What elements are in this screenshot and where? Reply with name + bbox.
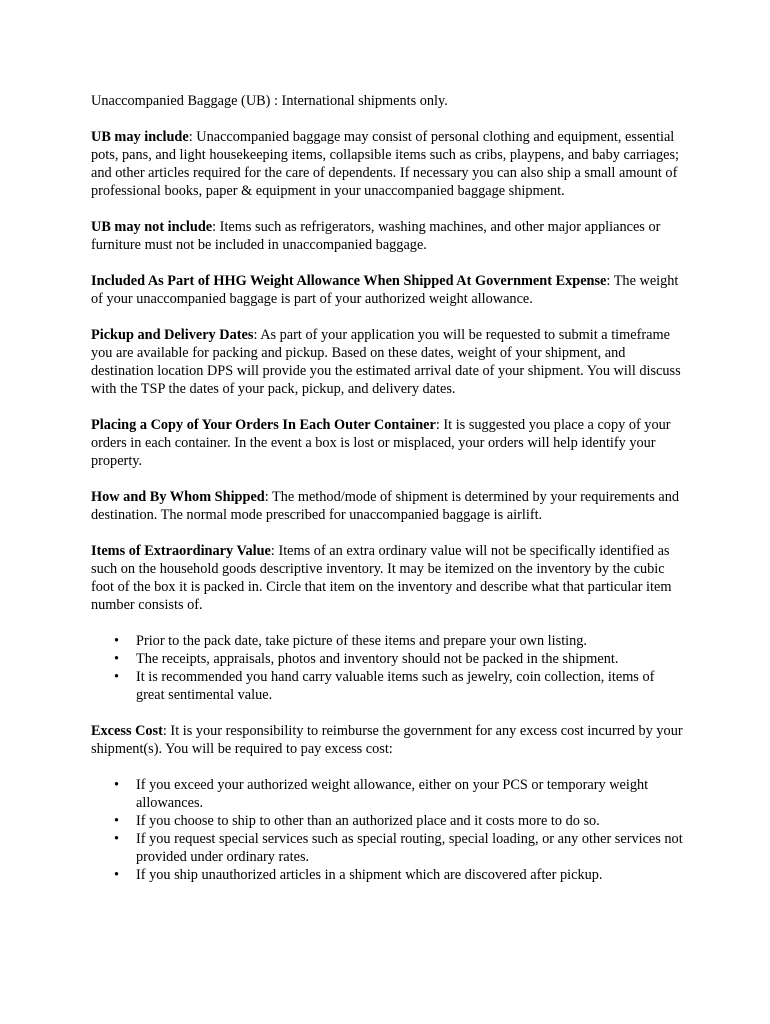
section-label: UB may not include (91, 219, 213, 235)
section-copy-of-orders (91, 416, 683, 470)
list-item-text: If you ship unauthorized articles in a shipment which are discovered after pickup. (136, 867, 603, 883)
bullet-icon: • (114, 777, 120, 793)
section-label: Items of Extraordinary Value (91, 543, 271, 559)
list-item (91, 632, 683, 650)
section-label: Placing a Copy of Your Orders In Each Outer Container (91, 417, 436, 433)
list-item (91, 650, 683, 668)
bullet-icon: • (114, 813, 120, 829)
list-item-text: If you choose to ship to other than an authorized place and it costs more to do so. (136, 813, 600, 829)
list-item (91, 812, 683, 830)
intro-line: Unaccompanied Baggage (UB) : International shipments only. (91, 93, 448, 109)
section-ub-may-include (91, 128, 683, 200)
section-text: : The method/mode of shipment is determined by your requirements and destination. The normal mode prescribed for unaccompanied baggage is airlift. (91, 489, 680, 523)
list-item (91, 866, 683, 884)
section-label: How and By Whom Shipped (91, 489, 265, 505)
section-label: Excess Cost (91, 723, 163, 739)
list-item-text: The receipts, appraisals, photos and inventory should not be packed in the shipment. (136, 651, 619, 667)
section-text: : Items such as refrigerators, washing machines, and other major appliances or furniture must not be included in unaccompanied baggage. (91, 219, 661, 253)
excess-cost-bullet-list (91, 776, 683, 884)
list-item-text: If you exceed your authorized weight allowance, either on your PCS or temporary weight allowances. (136, 777, 649, 811)
section-pickup-delivery-dates (91, 326, 683, 398)
section-label: UB may include (91, 129, 189, 145)
section-hhg-weight-allowance (91, 272, 683, 308)
section-label: Pickup and Delivery Dates (91, 327, 254, 343)
list-item (91, 668, 683, 704)
bullet-icon: • (114, 651, 120, 667)
section-text: : It is your responsibility to reimburse the government for any excess cost incurred by your shipment(s). You will be required to pay excess cost: (91, 723, 683, 757)
section-extraordinary-value (91, 542, 683, 614)
list-item-text: It is recommended you hand carry valuable items such as jewelry, coin collection, items of great sentimental value. (136, 669, 655, 703)
section-excess-cost (91, 722, 683, 758)
list-item (91, 830, 683, 866)
section-text: : Unaccompanied baggage may consist of personal clothing and equipment, essential pots, pans, and light housekeeping items, collapsible items such as cribs, playpens, and baby carriages; and other articles required for the care of dependents. If necessary you can also ship a small amount of professional books, paper & equipment in your unaccompanied baggage shipment. (91, 129, 680, 199)
section-how-shipped (91, 488, 683, 524)
section-text: : As part of your application you will be requested to submit a timeframe you are available for packing and pickup. Based on these dates, weight of your shipment, and destination location DPS will provide you the estimated arrival date of your shipment. You will discuss with the TSP the dates of your pack, pickup, and delivery dates. (91, 327, 681, 397)
section-ub-may-not-include (91, 218, 683, 254)
bullet-icon: • (114, 867, 120, 883)
value-bullet-list (91, 632, 683, 704)
list-item-text: Prior to the pack date, take picture of these items and prepare your own listing. (136, 633, 588, 649)
document-page (91, 92, 683, 902)
list-item (91, 776, 683, 812)
section-text: : The weight of your unaccompanied baggage is part of your authorized weight allowance. (91, 273, 679, 307)
bullet-icon: • (114, 633, 120, 649)
list-item-text: If you request special services such as special routing, special loading, or any other services not provided under ordinary rates. (136, 831, 683, 865)
bullet-icon: • (114, 669, 120, 685)
bullet-icon: • (114, 831, 120, 847)
section-text: : It is suggested you place a copy of your orders in each container. In the event a box is lost or misplaced, your orders will help identify your property. (91, 417, 671, 469)
section-label: Included As Part of HHG Weight Allowance When Shipped At Government Expense (91, 273, 607, 289)
section-text: : Items of an extra ordinary value will not be specifically identified as such on the household goods descriptive inventory. It may be itemized on the inventory by the cubic foot of the box it is packed in. Circle that item on the inventory and describe what that particular item number consists of. (91, 543, 672, 613)
